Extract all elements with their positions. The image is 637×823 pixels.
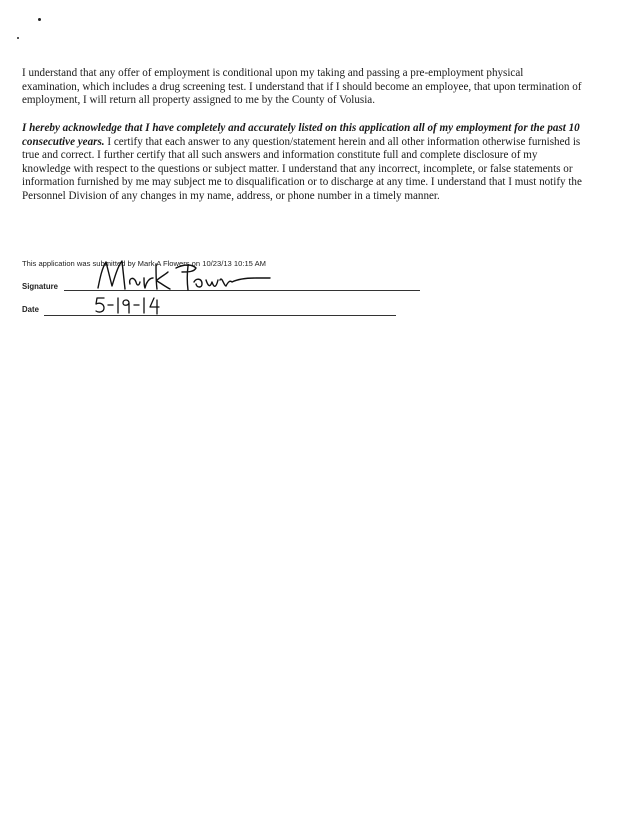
- acknowledgement-body-text: I certify that each answer to any question/statement herein and all other information otherwise furnished is true and correct. I further certify that all such answers and information constitute full and complete disclosure of my knowledge with respect to the questions or subject matter. I understand that any incorrect, incomplete, or false statements or information furnished by me may subject me to disqualification or to discharge at any time. I understand that I must notify the Personnel Division of any changes in my name, address, or phone number in a timely manner.: [22, 135, 582, 202]
- submission-notice: This application was submitted by Mark A Flowers on 10/23/13 10:15 AM: [22, 259, 266, 268]
- date-label: Date: [22, 305, 39, 314]
- signature-label: Signature: [22, 282, 58, 291]
- acknowledgement-paragraph: [22, 122, 582, 204]
- handwritten-signature: [84, 256, 274, 296]
- acknowledgement-bold-text: I hereby acknowledge that I have completely and accurately listed on this application all of my employment for the past 10 consecutive years.: [22, 122, 580, 148]
- scan-speck: [38, 18, 41, 21]
- conditional-employment-paragraph: I understand that any offer of employment is conditional upon my taking and passing a pre-employment physical examination, which includes a drug screening test. I understand that if I should become an employee, that upon termination of employment, I will return all property assigned to me by the County of Volusia.: [22, 67, 582, 107]
- scan-speck: [17, 37, 19, 39]
- handwritten-date: [92, 294, 172, 316]
